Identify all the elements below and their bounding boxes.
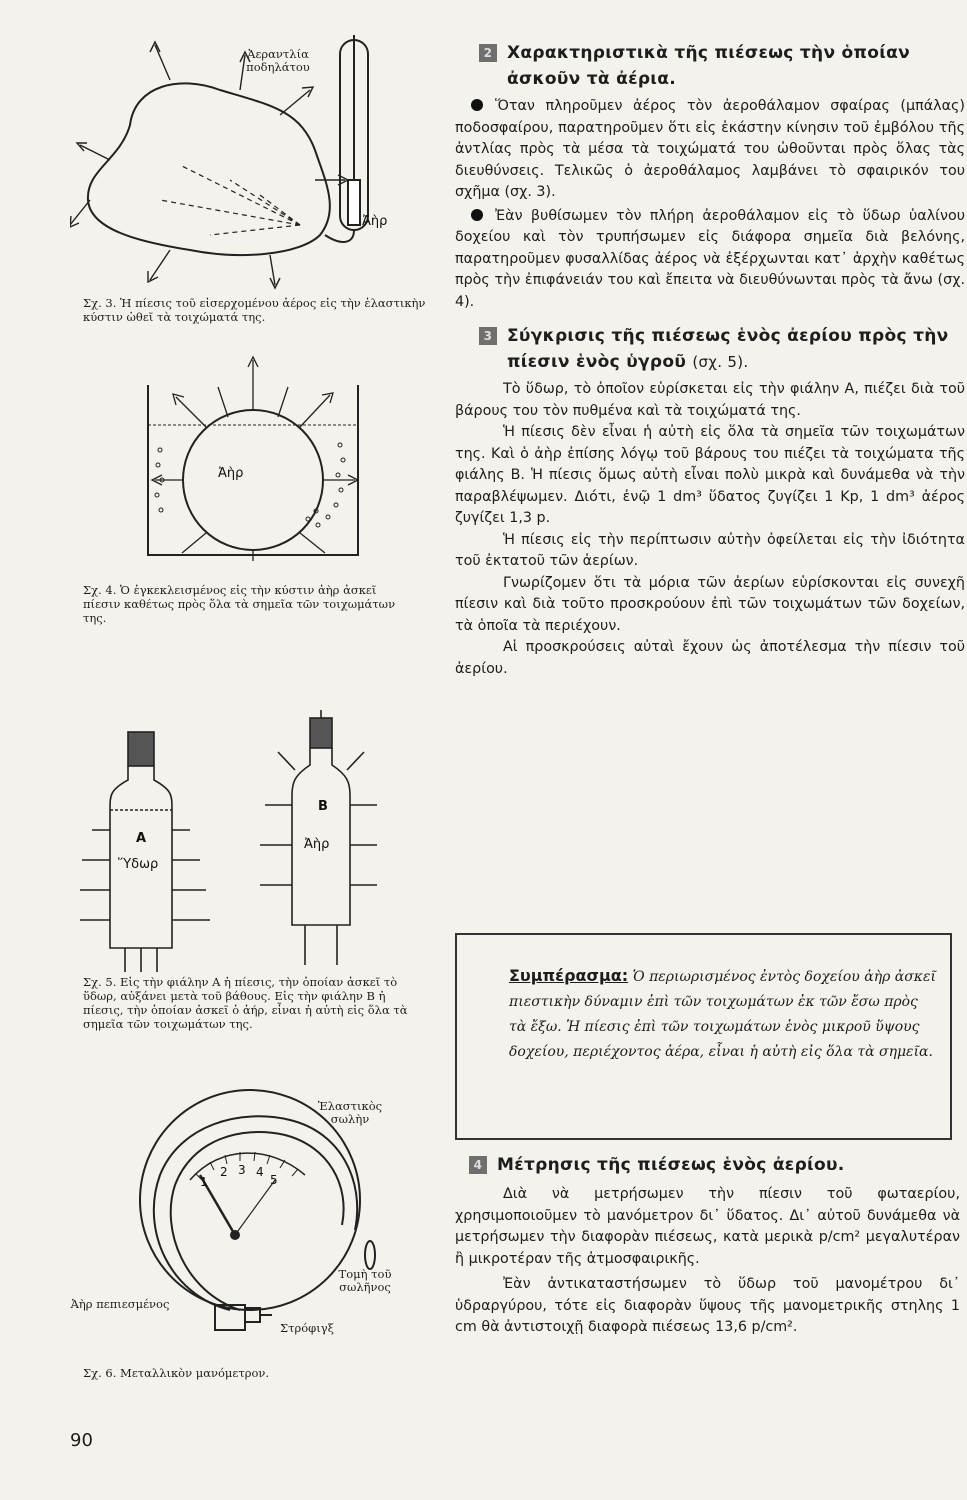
conclusion-heading: Συμπέρασμα:	[509, 966, 629, 985]
scale-number-2: 2	[220, 1165, 228, 1179]
section-3-number: 3	[479, 327, 497, 345]
fig4-air-label: Ἀὴρ	[218, 466, 244, 481]
fig6-compressed-air-label: Ἀὴρ πεπιεσμένος	[70, 1297, 170, 1311]
section-3-title: Σύγκρισις τῆς πιέσεως ἑνὸς ἀερίου πρὸς τὴν πίεσιν ἑνὸς ὑγροῦ	[507, 326, 949, 372]
section-2-title: Χαρακτηριστικὰ τῆς πιέσεως τὴν ὁποίαν ἀσκοῦν τὰ ἀέρια.	[507, 43, 911, 89]
section-4-number: 4	[469, 1156, 487, 1174]
section-3-paragraph-3: Ἡ πίεσις εἰς τὴν περίπτωσιν αὐτὴν ὀφείλεται εἰς τὴν ἰδιότητα τοῦ ἐκτατοῦ τῶν ἀερίων.	[455, 531, 965, 569]
section-4-heading	[469, 1152, 960, 1178]
section-3-paragraph-2: Ἡ πίεσις δὲν εἶναι ἡ αὐτὴ εἰς ὅλα τὰ σημεῖα τῶν τοιχωμάτων της. Καὶ ὁ ἀὴρ ἐπίσης λόγῳ τοῦ βάρους του πιέζει τὰ τοιχώματα τῆς φιάλης Β. Ἡ πίεσις ὅμως αὐτὴ εἶναι πολὺ μικρὰ καὶ δυνάμεθα νὰ τὴν παραβλέψωμεν. Διότι, ἐνῷ 1 dm³ ὕδατος ζυγίζει 1 Kp, 1 dm³ ἀέρος ζυγίζει 1,3 p.	[455, 424, 965, 526]
fig3-air-label: Ἀὴρ	[362, 214, 388, 229]
fig6-tap-label: Στρόφιγξ	[280, 1321, 334, 1335]
bullet-icon	[471, 209, 483, 221]
section-2-heading	[479, 40, 965, 92]
scale-number-1: 1	[200, 1175, 208, 1189]
section-3-heading	[479, 323, 965, 375]
section-3-paragraph-5: Αἱ προσκρούσεις αὐταὶ ἔχουν ὡς ἀποτέλεσμα τὴν πίεσιν τοῦ ἀερίου.	[455, 639, 965, 677]
section-3-paragraph-4: Γνωρίζομεν ὅτι τὰ μόρια τῶν ἀερίων εὑρίσκονται εἰς συνεχῆ πίεσιν καὶ διὰ τοῦτο προσκρούουν ἐπὶ τῶν τοιχωμάτων τῶν δοχείων, τὰ ὁποῖα τὰ περιέχουν.	[455, 574, 965, 634]
bottle-b-label: Ἀὴρ	[304, 837, 330, 852]
section-4	[455, 1152, 960, 1339]
fig3-pump-label: Ἀεραντλία ποδηλάτου	[246, 47, 310, 74]
section-3-ref: (σχ. 5).	[692, 353, 749, 371]
page-number: 90	[70, 1430, 93, 1451]
section-4-paragraph-1: Διὰ νὰ μετρήσωμεν τὴν πίεσιν τοῦ φωταερίου, χρησιμοποιοῦμεν τὸ μανόμετρον δι᾽ ὕδατος. Δι᾽ αὐτοῦ δυνάμεθα νὰ μετρήσωμεν τὴν διαφορὰν πιέσεως, κατὰ μερικὰ p/cm² μεγαλυτέραν ἢ μικροτέραν τῆς ἀτμοσφαιρικῆς.	[455, 1186, 960, 1267]
section-2-paragraph-2: Ἐὰν βυθίσωμεν τὸν πλήρη ἀεροθάλαμον εἰς τὸ ὕδωρ ὑαλίνου δοχείου καὶ τὸν τρυπήσωμεν εἰς διάφορα σημεῖα διὰ βελόνης, παρατηροῦμεν φυσαλλίδας ἀέρος νὰ ἐξέρχωνται κατ᾽ ἀρχὴν καθέτως πρὸς τὴν ἐπιφάνειάν του καὶ ἔπειτα νὰ διευθύνωνται πρὸς τὰ ἄνω (σχ. 4).	[455, 207, 965, 310]
section-4-paragraph-2: Ἐὰν ἀντικαταστήσωμεν τὸ ὕδωρ τοῦ μανομέτρου δι᾽ ὑδραργύρου, τότε εἰς διαφορὰν ὕψους τῆς μανομετρικῆς στηλης 1 cm θὰ ἀντιστοιχῇ διαφορὰ πιέσεως 13,6 p/cm².	[455, 1276, 960, 1335]
section-3-paragraph-1: Τὸ ὕδωρ, τὸ ὁποῖον εὑρίσκεται εἰς τὴν φιάλην Α, πιέζει διὰ τοῦ βάρους του τὸν πυθμένα καὶ τὰ τοιχώματά της.	[455, 381, 965, 419]
bottle-a-label: Ὕδωρ	[118, 857, 159, 872]
bottle-b-letter: B	[318, 799, 328, 814]
fig6-caption: Σχ. 6. Μεταλλικὸν μανόμετρον.	[83, 1366, 270, 1380]
section-2-paragraph-1: Ὅταν πληροῦμεν ἀέρος τὸν ἀεροθάλαμον σφαίρας (μπάλας) ποδοσφαίρου, παρατηροῦμεν ὅτι εἰς ἑκάστην κίνησιν τοῦ ἐμβόλου τῆς ἀντλίας πρὸς τὰ μέσα τὰ τοιχώματά του ὠθοῦνται πρὸς ὅλας τὰς διευθύνσεις. Τελικῶς ὁ ἀεροθάλαμος λαμβάνει τὸ σφαιρικόν του σχῆμα (σχ. 3).	[455, 98, 965, 200]
section-2-number: 2	[479, 44, 497, 62]
bullet-icon	[471, 99, 483, 111]
conclusion-text: Ὁ περιωρισμένος ἐντὸς δοχείου ἀὴρ ἀσκεῖ πιεστικὴν δύναμιν ἐπὶ τῶν τοιχωμάτων ἐκ τῶν ἔσω πρὸς τὰ ἔξω. Ἡ πίεσις ἐπὶ τῶν τοιχωμάτων ἑνὸς μικροῦ ὕψους δοχείου, περιέχοντος ἀέρα, εἶναι ἡ αὐτὴ εἰς ὅλα τὰ σημεῖα.	[509, 969, 936, 1060]
bottle-a-letter: A	[136, 831, 147, 846]
main-text-column	[455, 40, 965, 680]
balloon-in-water-figure	[140, 355, 370, 565]
fig6-tube-label: Ἐλαστικὸς σωλὴν	[317, 1099, 383, 1126]
fig3-caption: Σχ. 3. Ἡ πίεσις τοῦ εἰσερχομένου ἀέρος εἰς τὴν ἐλαστικὴν κύστιν ὠθεῖ τὰ τοιχώματά της.	[83, 296, 426, 324]
scale-number-3: 3	[238, 1163, 246, 1177]
fig4-caption: Σχ. 4. Ὁ ἐγκεκλεισμένος εἰς τὴν κύστιν ἀὴρ ἀσκεῖ πίεσιν καθέτως πρὸς ὅλα τὰ σημεῖα τῶν τοιχωμάτων της.	[83, 583, 396, 625]
fig6-section-label: Τομὴ τοῦ σωλῆνος	[338, 1267, 392, 1294]
scale-number-4: 4	[256, 1165, 264, 1179]
scale-number-5: 5	[270, 1173, 278, 1187]
section-4-title: Μέτρησις τῆς πιέσεως ἑνὸς ἀερίου.	[497, 1155, 845, 1175]
fig5-caption: Σχ. 5. Εἰς τὴν φιάλην Α ἡ πίεσις, τὴν ὁποίαν ἀσκεῖ τὸ ὕδωρ, αὐξάνει μετὰ τοῦ βάθους. Εἰς τὴν φιάλην Β ἡ πίεσις, τὴν ὁποίαν ἀσκεῖ ὁ ἀήρ, εἶναι ἡ αὐτὴ εἰς ὅλα τὰ σημεῖα τῶν τοιχωμάτων της.	[83, 975, 408, 1031]
bottles-figure	[80, 710, 380, 975]
conclusion-box	[455, 933, 952, 1140]
